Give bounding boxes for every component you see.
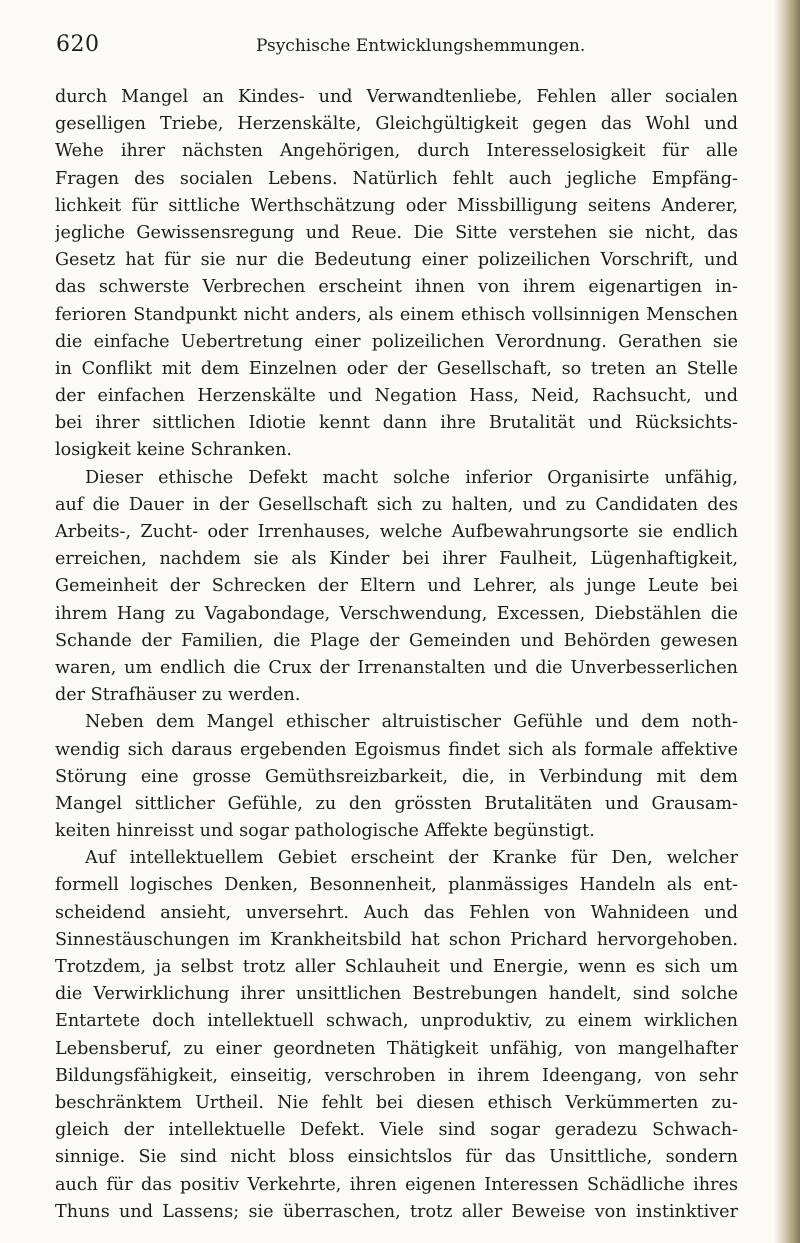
text-line: Wehe ihrer nächsten Angehörigen, durch Interesselosigkeit für alle	[55, 141, 738, 162]
text-line: das schwerste Verbrechen erscheint ihnen von ihrem eigenartigen in-	[55, 277, 738, 298]
text-line: Mangel sittlicher Gefühle, zu den grössten Brutalitäten und Grausam-	[55, 793, 738, 814]
text-line: formell logisches Denken, Besonnenheit, planmässiges Handeln als ent-	[55, 875, 738, 896]
text-line: lichkeit für sittliche Werthschätzung oder Missbilligung seitens Anderer,	[55, 195, 738, 216]
text-line: auf die Dauer in der Gesellschaft sich zu halten, und zu Candidaten des	[55, 494, 738, 515]
text-line: gleich der intellektuelle Defekt. Viele sind sogar geradezu Schwach-	[55, 1120, 738, 1141]
text-line: Entartete doch intellektuell schwach, unproduktiv, zu einem wirklichen	[55, 1011, 738, 1032]
text-line: Bildungsfähigkeit, einseitig, verschroben in ihrem Ideengang, von sehr	[55, 1065, 738, 1086]
text-line: jegliche Gewissensregung und Reue. Die Sitte verstehen sie nicht, das	[55, 222, 738, 243]
page-edge-shadow	[774, 0, 800, 1243]
text-line: in Conflikt mit dem Einzelnen oder der Gesellschaft, so treten an Stelle	[55, 358, 738, 379]
text-line: Dieser ethische Defekt macht solche inferior Organisirte unfähig,	[85, 467, 738, 488]
text-line: ihrem Hang zu Vagabondage, Verschwendung, Excessen, Diebstählen die	[55, 603, 738, 624]
text-line: Gemeinheit der Schrecken der Eltern und Lehrer, als junge Leute bei	[55, 576, 738, 597]
text-line: keiten hinreisst und sogar pathologische Affekte begünstigt.	[55, 821, 595, 842]
text-line: erreichen, nachdem sie als Kinder bei ihrer Faulheit, Lügenhaftigkeit,	[55, 549, 738, 570]
text-line: waren, um endlich die Crux der Irrenanstalten und die Unverbesserlichen	[55, 657, 738, 678]
text-line: Lebensberuf, zu einer geordneten Thätigkeit unfähig, von mangelhafter	[55, 1038, 738, 1059]
page-number: 620	[56, 32, 100, 57]
text-line: losigkeit keine Schranken.	[55, 440, 293, 461]
text-line: der einfachen Herzenskälte und Negation Hass, Neid, Rachsucht, und	[55, 386, 738, 407]
text-line: Arbeits-, Zucht- oder Irrenhauses, welche Aufbewahrungsorte sie endlich	[55, 522, 738, 542]
text-line: der Strafhäuser zu werden.	[55, 685, 301, 706]
text-line: wendig sich daraus ergebenden Egoismus findet sich als formale affektive	[55, 739, 738, 760]
text-line: Fragen des socialen Lebens. Natürlich fehlt auch jegliche Empfäng-	[55, 168, 738, 189]
text-line: Gesetz hat für sie nur die Bedeutung einer polizeilichen Vorschrift, und	[55, 250, 738, 271]
text-line: scheidend ansieht, unversehrt. Auch das Fehlen von Wahnideen und	[55, 902, 738, 923]
text-line: Neben dem Mangel ethischer altruistischer Gefühle und dem noth-	[85, 712, 738, 733]
text-line: ferioren Standpunkt nicht anders, als einem ethisch vollsinnigen Menschen	[55, 304, 738, 325]
running-head	[56, 22, 746, 62]
text-line: bei ihrer sittlichen Idiotie kennt dann ihre Brutalität und Rücksichts-	[55, 413, 738, 434]
text-line: durch Mangel an Kindes- und Verwandtenliebe, Fehlen aller socialen	[55, 87, 738, 107]
text-line: Schande der Familien, die Plage der Gemeinden und Behörden gewesen	[55, 630, 738, 651]
running-title: Psychische Entwicklungshemmungen.	[256, 36, 586, 56]
text-line: beschränktem Urtheil. Nie fehlt bei diesen ethisch Verkümmerten zu-	[55, 1092, 738, 1113]
text-line: Sinnestäuschungen im Krankheitsbild hat schon Prichard hervorgehoben.	[55, 929, 738, 950]
body-text	[55, 84, 738, 1226]
text-line: Störung eine grosse Gemüthsreizbarkeit, die, in Verbindung mit dem	[55, 766, 738, 787]
text-line: Auf intellektuellem Gebiet erscheint der Kranke für Den, welcher	[85, 848, 738, 869]
text-line: Trotzdem, ja selbst trotz aller Schlauheit und Energie, wenn es sich um	[55, 957, 738, 977]
text-line: auch für das positiv Verkehrte, ihren eigenen Interessen Schädliche ihres	[55, 1174, 738, 1195]
text-line: sinnige. Sie sind nicht bloss einsichtslos für das Unsittliche, sondern	[55, 1147, 738, 1168]
text-line: die einfache Uebertretung einer polizeilichen Verordnung. Gerathen sie	[55, 331, 738, 352]
text-line: die Verwirklichung ihrer unsittlichen Bestrebungen handelt, sind solche	[55, 984, 738, 1005]
text-line: Thuns und Lassens; sie überraschen, trotz aller Beweise von instinktiver	[55, 1201, 738, 1222]
text-line: geselligen Triebe, Herzenskälte, Gleichgültigkeit gegen das Wohl und	[55, 114, 738, 135]
